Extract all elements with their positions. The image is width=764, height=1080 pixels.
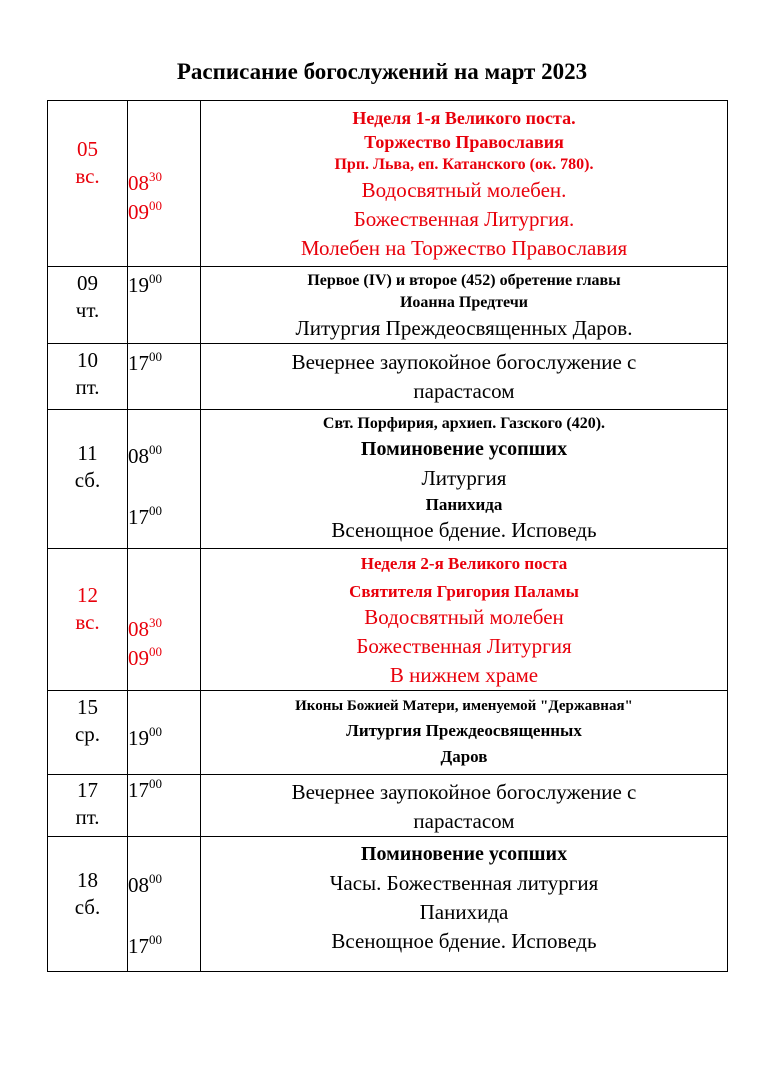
time-cell xyxy=(128,775,201,837)
weekday: вс. xyxy=(75,164,100,188)
service-line: Божественная Литургия. xyxy=(353,207,575,231)
time-entry: $17^{00}$ xyxy=(128,776,162,802)
feast-title: Неделя 1-я Великого поста. xyxy=(352,108,576,128)
service-line: В нижнем храме xyxy=(389,663,539,687)
service-line: Даров xyxy=(440,747,488,766)
service-cell xyxy=(201,549,728,691)
schedule-table xyxy=(47,100,728,972)
weekday: сб. xyxy=(74,895,101,919)
service-line: Панихида xyxy=(419,900,509,924)
service-line: Панихида xyxy=(425,495,503,514)
table-row xyxy=(48,549,728,691)
day-number: 10 xyxy=(77,348,98,372)
day-number: 18 xyxy=(77,868,98,892)
feast-title: Святителя Григория Паламы xyxy=(349,582,579,601)
saint-commemoration: Иоанна Предтечи xyxy=(399,294,528,311)
day-number: 05 xyxy=(77,137,98,161)
date-cell xyxy=(48,344,128,410)
time-cell xyxy=(128,267,201,344)
time-entry: $08^{30}$ xyxy=(128,169,162,195)
service-line: Вечернее заупокойное богослужение с xyxy=(291,350,637,374)
service-cell xyxy=(201,267,728,344)
table-row xyxy=(48,837,728,972)
weekday: ср. xyxy=(74,722,101,746)
service-line: Водосвятный молебен xyxy=(364,605,564,629)
service-line: Литургия xyxy=(421,466,507,490)
time-entry: $09^{00}$ xyxy=(128,198,162,224)
time-entry: $08^{00}$ xyxy=(128,871,162,897)
saint-commemoration: Иконы Божией Матери, именуемой "Державная" xyxy=(295,698,633,714)
time-entry: $19^{00}$ xyxy=(128,724,162,750)
page-title: Расписание богослужений на март 2023 xyxy=(176,59,588,84)
service-cell xyxy=(201,775,728,837)
saint-commemoration: Первое (IV) и второе (452) обретение главы xyxy=(307,272,621,289)
time-entry: $08^{00}$ xyxy=(128,442,162,468)
service-line: Часы. Божественная литургия xyxy=(329,871,599,895)
weekday: пт. xyxy=(75,805,100,829)
saint-commemoration: Прп. Льва, еп. Катанского (ок. 780). xyxy=(334,156,594,173)
date-cell xyxy=(48,549,128,691)
service-cell xyxy=(201,837,728,972)
service-cell xyxy=(201,101,728,267)
table-row xyxy=(48,775,728,837)
date-cell xyxy=(48,410,128,549)
service-line: Всенощное бдение. Исповедь xyxy=(331,929,597,953)
date-cell xyxy=(48,837,128,972)
service-cell xyxy=(201,410,728,549)
weekday: пт. xyxy=(75,375,100,399)
time-cell xyxy=(128,410,201,549)
time-entry: $08^{30}$ xyxy=(128,615,162,641)
time-cell xyxy=(128,101,201,267)
feast-title: Торжество Православия xyxy=(364,132,564,152)
time-entry: $17^{00}$ xyxy=(128,932,162,958)
time-entry: $17^{00}$ xyxy=(128,349,162,375)
service-line: Водосвятный молебен. xyxy=(361,178,567,202)
time-cell xyxy=(128,344,201,410)
service-line: Литургия Преждеосвященных xyxy=(346,721,582,740)
date-cell xyxy=(48,691,128,775)
day-number: 12 xyxy=(77,583,98,607)
table-row xyxy=(48,344,728,410)
service-line: Вечернее заупокойное богослужение с xyxy=(291,780,637,804)
day-number: 15 xyxy=(77,695,98,719)
feast-title: Поминовение усопших xyxy=(360,438,568,460)
time-entry: $17^{00}$ xyxy=(128,503,162,529)
table-row xyxy=(48,410,728,549)
weekday: сб. xyxy=(74,468,101,492)
table-row xyxy=(48,691,728,775)
feast-title: Неделя 2-я Великого поста xyxy=(360,554,568,573)
day-number: 17 xyxy=(77,778,98,802)
service-line: парастасом xyxy=(413,379,515,403)
table-row xyxy=(48,101,728,267)
weekday: чт. xyxy=(75,298,100,322)
time-cell xyxy=(128,691,201,775)
service-cell xyxy=(201,691,728,775)
service-line: Божественная Литургия xyxy=(356,634,572,658)
time-entry: $19^{00}$ xyxy=(128,271,162,297)
service-line: Литургия Преждеосвященных Даров. xyxy=(295,316,633,340)
date-cell xyxy=(48,101,128,267)
day-number: 09 xyxy=(77,271,98,295)
time-cell xyxy=(128,549,201,691)
service-line: парастасом xyxy=(413,809,515,833)
saint-commemoration: Свт. Порфирия, архиеп. Газского (420). xyxy=(322,415,606,432)
service-line: Молебен на Торжество Православия xyxy=(300,236,628,260)
date-cell xyxy=(48,775,128,837)
feast-title: Поминовение усопших xyxy=(360,843,568,865)
weekday: вс. xyxy=(75,610,100,634)
time-cell xyxy=(128,837,201,972)
date-cell xyxy=(48,267,128,344)
time-entry: $09^{00}$ xyxy=(128,644,162,670)
table-row xyxy=(48,267,728,344)
service-cell xyxy=(201,344,728,410)
service-line: Всенощное бдение. Исповедь xyxy=(331,518,597,542)
day-number: 11 xyxy=(77,441,98,465)
